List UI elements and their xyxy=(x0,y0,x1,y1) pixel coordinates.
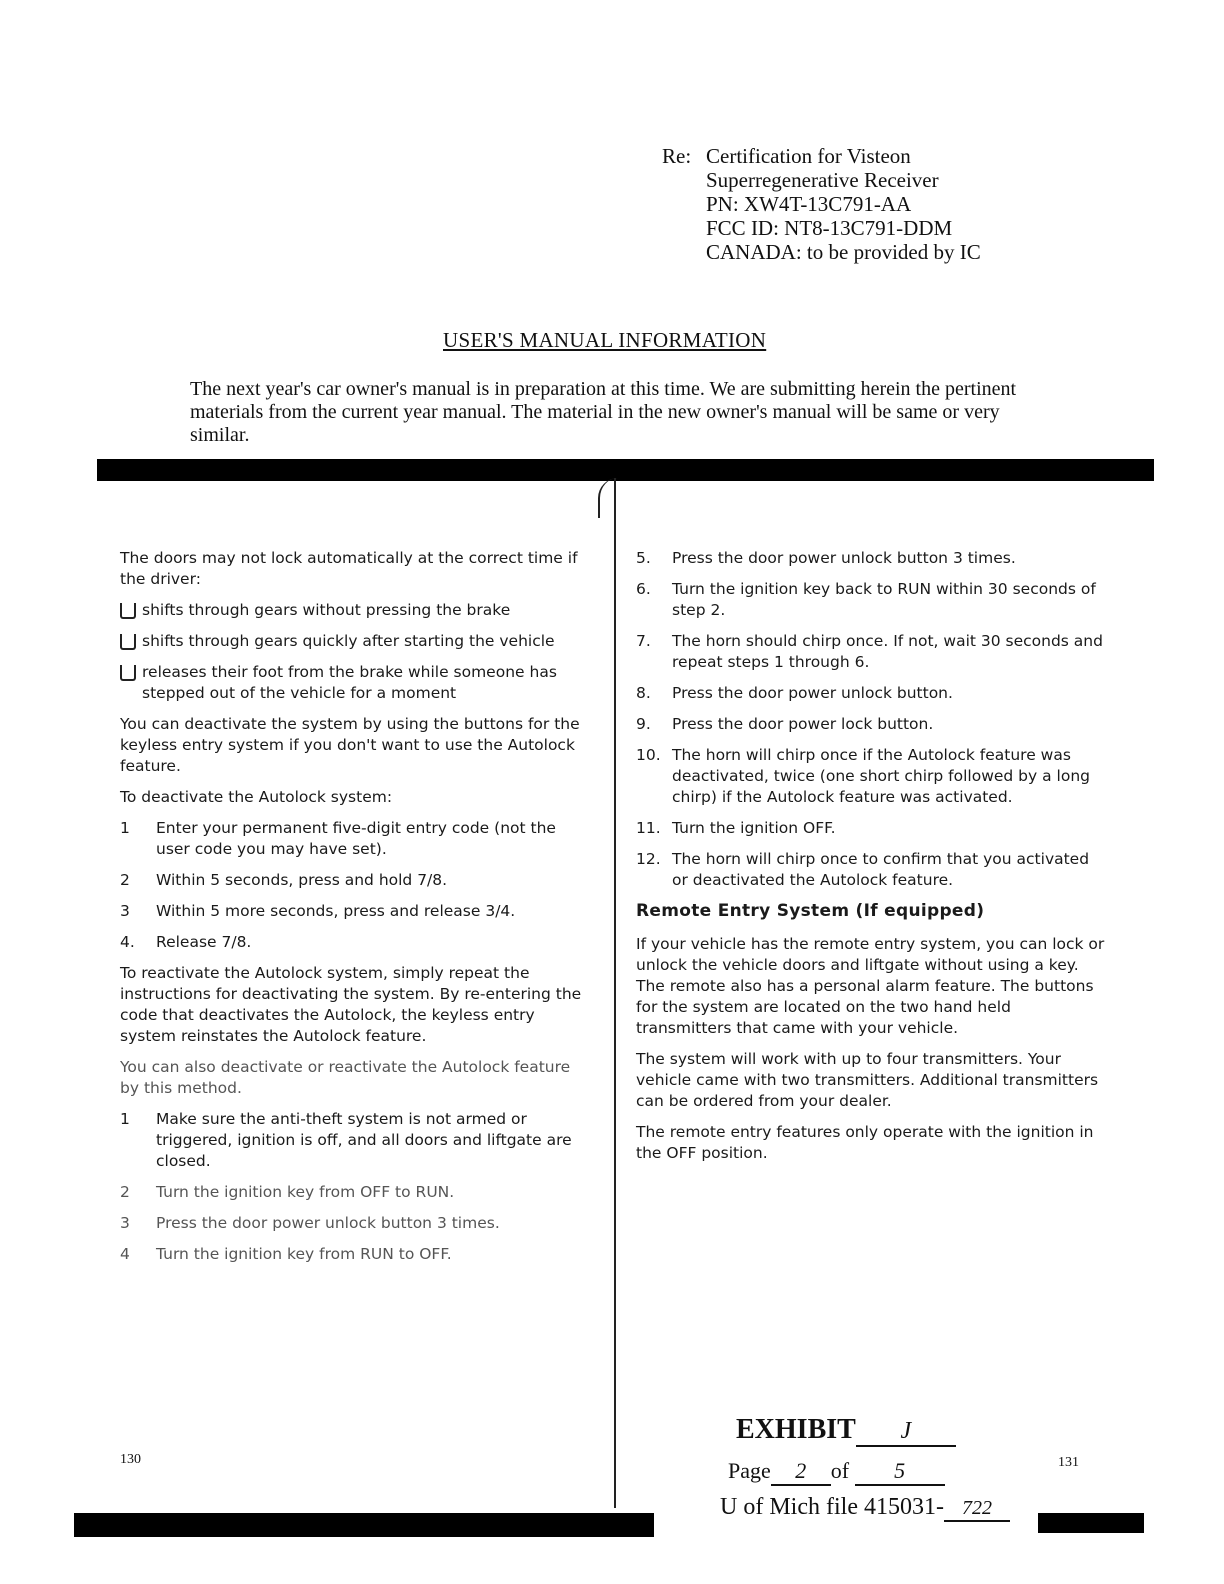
step-number: 12. xyxy=(636,850,661,868)
step-item xyxy=(636,818,1106,839)
deactivate-paragraph: You can deactivate the system by using the buttons for the keyless entry system if you don't want to use the Autolock feature. xyxy=(120,715,580,775)
step-text: Press the door power unlock button. xyxy=(672,684,953,702)
re-line: Superregenerative Receiver xyxy=(706,168,939,192)
re-line: CANADA: to be provided by IC xyxy=(706,240,981,264)
list-item xyxy=(120,600,590,621)
step-text: Within 5 more seconds, press and release 3/4. xyxy=(156,902,516,920)
deactivate-heading: To deactivate the Autolock system: xyxy=(120,788,393,806)
step-number: 5. xyxy=(636,549,651,567)
step-text: Press the door power lock button. xyxy=(672,715,934,733)
step-item xyxy=(636,849,1106,891)
list-item-text: shifts through gears without pressing the brake xyxy=(142,601,511,619)
step-text: Press the door power unlock button 3 times. xyxy=(672,549,1016,567)
step-text: Turn the ignition key back to RUN within 30 seconds of step 2. xyxy=(672,580,1096,619)
exhibit-title: EXHIBIT xyxy=(736,1414,856,1445)
step-text: Within 5 seconds, press and hold 7/8. xyxy=(156,871,448,889)
step-item xyxy=(636,714,1106,735)
step-item xyxy=(636,579,1106,621)
of-label: of xyxy=(830,1458,850,1483)
step-item xyxy=(636,631,1106,673)
method-paragraph: You can also deactivate or reactivate the Autolock feature by this method. xyxy=(120,1058,571,1097)
re-label: Re: xyxy=(662,144,692,168)
checkbox-icon xyxy=(120,634,136,650)
step-item xyxy=(120,1109,590,1172)
step-text: The horn will chirp once to confirm that you activated or deactivated the Autolock feature. xyxy=(672,850,1090,889)
step-text: Turn the ignition key from RUN to OFF. xyxy=(156,1245,452,1263)
step-number: 1 xyxy=(120,1110,130,1128)
step-item xyxy=(120,870,590,891)
intro-paragraph: The next year's car owner's manual is in preparation at this time. We are submitting herein the pertinent materials from the current year manual. The material in the new owner's manual will be same or very similar. xyxy=(190,378,1017,446)
page-title: USER'S MANUAL INFORMATION xyxy=(443,328,767,352)
checkbox-icon xyxy=(120,603,136,619)
section-heading: Remote Entry System (If equipped) xyxy=(636,901,985,921)
step-number: 4. xyxy=(120,933,135,951)
re-line: FCC ID: NT8-13C791-DDM xyxy=(706,216,953,240)
list-item-text: releases their foot from the brake while someone has stepped out of the vehicle for a moment xyxy=(142,663,557,702)
step-text: Release 7/8. xyxy=(156,933,252,951)
step-text: Make sure the anti-theft system is not armed or triggered, ignition is off, and all doors and liftgate are closed. xyxy=(156,1110,572,1170)
list-item xyxy=(120,631,590,652)
manual-page-left xyxy=(120,548,590,1275)
step-text: The horn will chirp once if the Autolock feature was deactivated, twice (one short chirp followed by a long chirp) if the Autolock feature was activated. xyxy=(672,746,1091,806)
step-item xyxy=(120,932,590,953)
file-value: 722 xyxy=(944,1497,1010,1522)
page-label: Page xyxy=(728,1458,771,1483)
exhibit-value: J xyxy=(856,1418,956,1447)
step-number: 4 xyxy=(120,1245,130,1263)
left-intro: The doors may not lock automatically at the correct time if the driver: xyxy=(120,549,578,588)
step-item xyxy=(636,683,1106,704)
step-number: 9. xyxy=(636,715,651,733)
re-line: Certification for Visteon xyxy=(706,144,911,168)
book-spine-curve xyxy=(598,478,620,518)
page-number-right: 131 xyxy=(1058,1455,1079,1470)
step-number: 2 xyxy=(120,871,130,889)
step-number: 10. xyxy=(636,746,661,764)
re-lines xyxy=(706,144,981,264)
step-number: 1 xyxy=(120,819,130,837)
page-value: 2 xyxy=(771,1458,831,1486)
step-item xyxy=(120,1213,590,1234)
exhibit-page-line xyxy=(728,1458,945,1486)
step-item xyxy=(120,1182,590,1203)
remote-paragraph-1: If your vehicle has the remote entry system, you can lock or unlock the vehicle doors and liftgate without using a key. The remote also has a personal alarm feature. The buttons for the system are located on the two hand held transmitters that came with your vehicle. xyxy=(636,935,1105,1037)
of-value: 5 xyxy=(855,1458,945,1486)
scan-bar-bottom-left xyxy=(74,1513,654,1537)
remote-paragraph-2: The system will work with up to four transmitters. Your vehicle came with two transmitters. Additional transmitters can be ordered from your dealer. xyxy=(636,1050,1099,1110)
reactivate-paragraph: To reactivate the Autolock system, simply repeat the instructions for deactivating the system. By re-entering the code that deactivates the Autolock, the keyless entry system reinstates the Autolock feature. xyxy=(120,964,582,1045)
step-text: The horn should chirp once. If not, wait 30 seconds and repeat steps 1 through 6. xyxy=(672,632,1103,671)
manual-page-right xyxy=(636,548,1106,1174)
step-text: Press the door power unlock button 3 times. xyxy=(156,1214,500,1232)
step-item xyxy=(120,901,590,922)
step-item xyxy=(120,1244,590,1265)
step-item xyxy=(120,818,590,860)
scan-bar-top xyxy=(97,459,1154,481)
step-number: 11. xyxy=(636,819,661,837)
step-number: 2 xyxy=(120,1183,130,1201)
file-label: U of Mich file 415031- xyxy=(720,1494,944,1520)
list-item-text: shifts through gears quickly after starting the vehicle xyxy=(142,632,555,650)
remote-paragraph-3: The remote entry features only operate with the ignition in the OFF position. xyxy=(636,1123,1094,1162)
list-item xyxy=(120,662,590,704)
re-line: PN: XW4T-13C791-AA xyxy=(706,192,912,216)
exhibit-label xyxy=(736,1414,956,1447)
step-text: Turn the ignition OFF. xyxy=(672,819,836,837)
step-number: 3 xyxy=(120,902,130,920)
step-item xyxy=(636,745,1106,808)
step-number: 6. xyxy=(636,580,651,598)
step-item xyxy=(636,548,1106,569)
step-number: 3 xyxy=(120,1214,130,1232)
page-number-left: 130 xyxy=(120,1452,141,1467)
checkbox-icon xyxy=(120,665,136,681)
exhibit-file-line xyxy=(720,1494,1010,1522)
step-text: Turn the ignition key from OFF to RUN. xyxy=(156,1183,455,1201)
step-text: Enter your permanent five-digit entry code (not the user code you may have set). xyxy=(156,819,556,858)
step-number: 8. xyxy=(636,684,651,702)
step-number: 7. xyxy=(636,632,651,650)
book-spine xyxy=(614,478,616,1508)
scan-bar-bottom-right xyxy=(1038,1513,1144,1533)
